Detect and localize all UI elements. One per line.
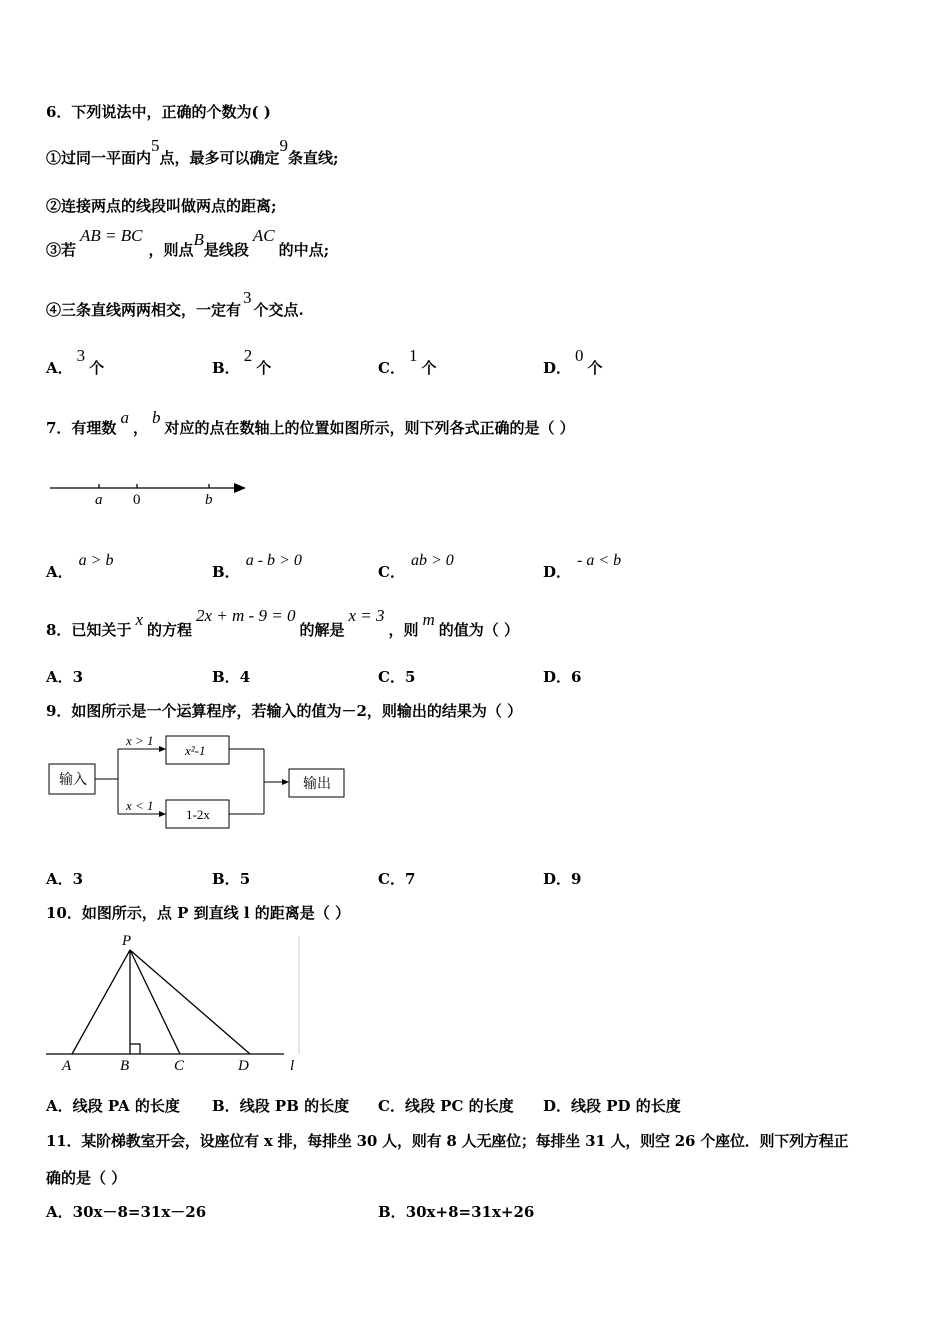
q6-s3-text-b: ，则点 [148, 241, 194, 259]
q11-option-a-label: A． [46, 1203, 73, 1221]
q7-number-line [46, 474, 256, 510]
q7-stem-text-a: 7．有理数 [46, 419, 117, 437]
q6-stem: 6．下列说法中，正确的个数为( ) [46, 103, 271, 121]
q10-option-b-text: 线段 PB 的长度 [239, 1097, 350, 1115]
q8-stem-text-b: 的方程 [147, 621, 193, 639]
q6-option-d[interactable] [543, 346, 603, 378]
q8-stem-text-e: 的值为（ ） [438, 621, 520, 639]
q6-statement-1 [46, 136, 339, 168]
q8-var-x: x [135, 610, 143, 629]
q8-stem-text-a: 8．已知关于 [46, 621, 132, 639]
q6-option-b-num: 2 [243, 346, 253, 365]
q6-s3-segment: AC [252, 226, 275, 245]
flow-input-label: 输入 [59, 773, 87, 788]
flow-cond-top: x > 1 [126, 733, 154, 748]
q8-var-m: m [422, 610, 435, 629]
q9-option-a[interactable] [46, 869, 83, 889]
q6-option-d-unit: 个 [587, 359, 603, 377]
label-a: A [62, 1058, 72, 1074]
q6-option-a[interactable] [46, 346, 105, 378]
q10-option-a-label: A． [46, 1097, 73, 1115]
q8-option-b-label: B． [212, 668, 240, 686]
q9-option-c[interactable] [378, 869, 415, 889]
q8-option-b-text: 4 [239, 668, 251, 686]
q10-option-b[interactable] [212, 1096, 349, 1116]
q6-option-b-label: B． [212, 359, 240, 377]
q6-option-b-unit: 个 [256, 359, 272, 377]
flow-cond-bottom: x < 1 [126, 798, 154, 813]
q6-s4-text-b: 个交点. [253, 301, 304, 319]
label-b: B [120, 1058, 130, 1074]
q9-option-d-label: D． [543, 870, 572, 888]
segment-pc [130, 950, 180, 1054]
q6-option-a-unit: 个 [89, 359, 105, 377]
q6-option-b[interactable] [212, 346, 272, 378]
q7-option-d-expr: - a < b [577, 552, 622, 569]
q10-geometry-figure [44, 930, 306, 1076]
number-line-arrow [234, 483, 246, 493]
q7-var-b: b [151, 408, 161, 427]
q7-option-a-expr: a > b [78, 552, 114, 569]
q7-option-a[interactable] [46, 552, 114, 583]
q9-option-a-text: 3 [72, 870, 84, 888]
q9-flowchart [46, 732, 356, 832]
q7-stem-text-b: 对应的点在数轴上的位置如图所示，则下列各式正确的是（ ） [164, 419, 575, 437]
q7-option-b[interactable] [212, 552, 302, 583]
segment-pa [72, 950, 130, 1054]
q8-option-d-text: 6 [571, 668, 582, 686]
q6-s1-text-b: 点，最多可以确定 [159, 149, 280, 167]
q8-option-d[interactable] [543, 667, 581, 687]
q10-stem: 10．如图所示，点 P 到直线 l 的距离是（ ） [46, 904, 350, 922]
q10-option-b-label: B． [212, 1097, 240, 1115]
flow-output-label: 输出 [303, 777, 331, 792]
q9-stem: 9．如图所示是一个运算程序，若输入的值为－2，则输出的结果为（ ） [46, 702, 523, 720]
q6-option-d-num: 0 [575, 346, 584, 365]
q8-option-a-text: 3 [72, 668, 84, 686]
q10-option-d-label: D． [543, 1097, 572, 1115]
flow-arrow-top [159, 746, 166, 752]
q9-option-d[interactable] [543, 869, 581, 889]
label-zero: 0 [133, 492, 141, 508]
label-p: P [122, 933, 132, 949]
flow-box-top-label: x²-1 [185, 743, 206, 758]
q8-option-c[interactable] [378, 667, 415, 687]
flow-box-bottom-label: 1-2x [186, 807, 210, 822]
q10-option-a-text: 线段 PA 的长度 [72, 1097, 180, 1115]
q6-option-d-label: D． [543, 359, 572, 377]
q11-option-b-label: B． [378, 1203, 406, 1221]
q9-option-c-text: 7 [404, 870, 416, 888]
q6-statement-4 [46, 288, 304, 320]
q11-stem-line-2: 确的是（ ） [46, 1169, 127, 1187]
q6-s1-number-1: 5 [151, 136, 160, 155]
q6-s3-point: B [193, 230, 204, 249]
q9-option-b[interactable] [212, 869, 250, 889]
q10-option-d-text: 线段 PD 的长度 [571, 1097, 681, 1115]
q6-option-c-unit: 个 [421, 359, 437, 377]
q9-option-d-text: 9 [571, 870, 582, 888]
q8-option-d-label: D． [543, 668, 572, 686]
q7-option-c[interactable] [378, 552, 454, 583]
label-d: D [238, 1058, 249, 1074]
q6-statement-2: ②连接两点的线段叫做两点的距离; [46, 197, 277, 215]
q7-option-b-label: B． [212, 563, 240, 581]
q6-option-c-num: 1 [408, 346, 418, 365]
q6-s4-number: 3 [243, 288, 252, 307]
q7-option-c-expr: ab > 0 [410, 552, 454, 569]
q6-option-c[interactable] [378, 346, 437, 378]
q7-var-a: a [120, 408, 129, 427]
q6-s1-text-c: 条直线; [288, 149, 339, 167]
q6-s3-equation: AB = BC [80, 226, 143, 245]
label-l: l [290, 1058, 295, 1074]
label-c: C [174, 1058, 185, 1074]
q6-s3-text-a: ③若 [46, 241, 77, 259]
q8-option-a[interactable] [46, 667, 83, 687]
q6-s1-text-a: ①过同一平面内 [46, 149, 152, 167]
q8-stem-text-c: 的解是 [299, 621, 345, 639]
q6-s3-text-d: 的中点; [278, 241, 330, 259]
q7-option-d-label: D． [543, 563, 572, 581]
q11-option-b[interactable] [378, 1202, 534, 1222]
q7-option-b-expr: a - b > 0 [245, 552, 302, 569]
q10-option-d[interactable] [543, 1096, 681, 1116]
q8-option-c-text: 5 [404, 668, 416, 686]
q11-option-a-text: 30x－8=31x－26 [72, 1203, 207, 1221]
q7-option-d[interactable] [543, 552, 622, 583]
q6-s1-number-2: 9 [279, 136, 289, 155]
q6-option-a-num: 3 [76, 346, 86, 365]
flow-arrow-bottom [159, 811, 166, 817]
q7-stem [46, 408, 575, 438]
q8-option-b[interactable] [212, 667, 250, 687]
q9-option-b-text: 5 [239, 870, 251, 888]
q11-option-b-text: 30x+8=31x+26 [405, 1203, 535, 1221]
q10-option-a[interactable] [46, 1096, 180, 1116]
q8-stem [46, 606, 520, 640]
q7-comma: ， [132, 419, 148, 437]
label-a: a [95, 492, 103, 508]
right-angle-mark [130, 1044, 140, 1054]
q9-option-a-label: A． [46, 870, 73, 888]
q8-option-a-label: A． [46, 668, 73, 686]
q10-option-c-text: 线段 PC 的长度 [404, 1097, 514, 1115]
q8-stem-text-d: ，则 [388, 621, 419, 639]
q9-option-b-label: B． [212, 870, 240, 888]
q10-option-c[interactable] [378, 1096, 514, 1116]
q8-equation: 2x + m - 9 = 0 [196, 606, 296, 625]
q6-s4-text-a: ④三条直线两两相交，一定有 [46, 301, 242, 319]
q10-option-c-label: C． [378, 1097, 405, 1115]
q11-option-a[interactable] [46, 1202, 206, 1222]
q11-stem-line-1: 11．某阶梯教室开会，设座位有 x 排，每排坐 30 人，则有 8 人无座位；每排坐 31 人，则空 26 个座位．则下列方程正 [46, 1132, 849, 1150]
q8-option-c-label: C． [378, 668, 405, 686]
q9-option-c-label: C． [378, 870, 405, 888]
flow-arrow-output [282, 779, 289, 785]
q6-s3-text-c: 是线段 [203, 241, 249, 259]
q7-option-c-label: C． [378, 563, 405, 581]
q6-option-c-label: C． [378, 359, 405, 377]
segment-pd [130, 950, 250, 1054]
label-b: b [205, 492, 213, 508]
q6-option-a-label: A． [46, 359, 73, 377]
q6-statement-3 [46, 226, 330, 260]
q8-solution: x = 3 [348, 606, 385, 625]
q7-option-a-label: A． [46, 563, 73, 581]
